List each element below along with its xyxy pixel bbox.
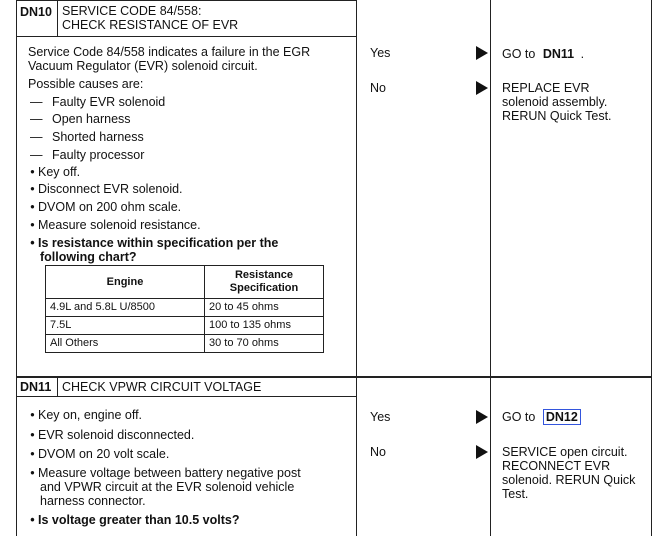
- dn11-code: DN11: [20, 380, 52, 394]
- column-divider-2: [490, 0, 491, 536]
- step-item: • DVOM on 200 ohm scale.: [27, 200, 181, 215]
- measure-line2: and VPWR circuit at the EVR solenoid vehicle: [40, 480, 295, 494]
- dn10-no-action-line3: RERUN Quick Test.: [502, 109, 612, 123]
- dn10-question-line1: • Is resistance within specification per the: [27, 236, 278, 251]
- engine-cell: 7.5L: [46, 317, 205, 335]
- measure-line3: harness connector.: [40, 494, 146, 508]
- section-divider: [16, 376, 651, 378]
- dn10-code: DN10: [20, 5, 52, 19]
- dn11-title: CHECK VPWR CIRCUIT VOLTAGE: [62, 380, 262, 394]
- dn10-title-line1: SERVICE CODE 84/558:: [62, 4, 202, 18]
- dn11-no-action-line2: RECONNECT EVR: [502, 459, 611, 473]
- dn12-link[interactable]: DN12: [543, 409, 581, 425]
- dn11-no-label: No: [370, 445, 386, 459]
- dn11-yes-action: GO to DN12: [502, 410, 581, 425]
- column-divider-1: [356, 0, 357, 536]
- dn11-no-action-line4: Test.: [502, 487, 529, 501]
- arrow-right-icon: [476, 445, 488, 459]
- engine-cell: All Others: [46, 335, 205, 353]
- outer-left-border: [16, 0, 17, 536]
- dn10-yes-action: GO to DN11 .: [502, 47, 585, 61]
- dn11-no-action-line3: solenoid. RERUN Quick: [502, 473, 636, 487]
- dn10-yes-label: Yes: [370, 46, 391, 60]
- dn11-link[interactable]: DN11: [542, 47, 575, 61]
- spec-cell: 20 to 45 ohms: [205, 299, 324, 317]
- dn10-code-divider: [57, 0, 58, 36]
- arrow-right-icon: [476, 410, 488, 424]
- column-header-engine: Engine: [46, 266, 205, 299]
- dn11-code-divider: [57, 377, 58, 396]
- arrow-right-icon: [476, 46, 488, 60]
- cause-item: — Open harness: [30, 112, 131, 126]
- bullet-icon: •: [30, 466, 35, 480]
- step-item: • Disconnect EVR solenoid.: [27, 182, 183, 197]
- step-item: • Key on, engine off.: [27, 408, 142, 423]
- dn11-no-action-line1: SERVICE open circuit.: [502, 445, 628, 459]
- step-item: • Key off.: [27, 165, 80, 180]
- dn10-question-line2: following chart?: [40, 250, 137, 264]
- bullet-icon: •: [30, 182, 35, 196]
- dn10-causes-heading: Possible causes are:: [28, 77, 144, 91]
- column-header-resistance: Resistance Specification: [205, 266, 324, 299]
- bullet-icon: •: [30, 236, 35, 250]
- step-item: • Measure solenoid resistance.: [27, 218, 201, 233]
- table-header-row: [46, 266, 324, 299]
- dash-icon: —: [30, 130, 43, 144]
- cause-item: — Faulty EVR solenoid: [30, 95, 166, 109]
- dn10-header-underline: [16, 36, 356, 37]
- table-row: [46, 335, 324, 353]
- dn10-no-action-line2: solenoid assembly.: [502, 95, 608, 109]
- bullet-icon: •: [30, 218, 35, 232]
- table-row: [46, 317, 324, 335]
- dn10-description-line1: Service Code 84/558 indicates a failure in the EGR: [28, 45, 311, 59]
- step-item: • Measure voltage between battery negative post: [27, 466, 301, 481]
- bullet-icon: •: [30, 165, 35, 179]
- table-row: [46, 299, 324, 317]
- bullet-icon: •: [30, 428, 35, 442]
- engine-cell: 4.9L and 5.8L U/8500: [46, 299, 205, 317]
- cause-item: — Faulty processor: [30, 148, 145, 162]
- dn10-no-label: No: [370, 81, 386, 95]
- bullet-icon: •: [30, 408, 35, 422]
- bullet-icon: •: [30, 200, 35, 214]
- dn10-description-line2: Vacuum Regulator (EVR) solenoid circuit.: [28, 59, 258, 73]
- top-border: [16, 0, 356, 1]
- dash-icon: —: [30, 95, 43, 109]
- spec-cell: 30 to 70 ohms: [205, 335, 324, 353]
- dash-icon: —: [30, 112, 43, 126]
- dn11-header-underline: [16, 396, 356, 397]
- dn11-yes-label: Yes: [370, 410, 391, 424]
- outer-right-border: [651, 0, 652, 536]
- step-item: • EVR solenoid disconnected.: [27, 428, 194, 443]
- dn11-question: • Is voltage greater than 10.5 volts?: [27, 513, 239, 528]
- cause-item: — Shorted harness: [30, 130, 144, 144]
- dn10-no-action-line1: REPLACE EVR: [502, 81, 590, 95]
- bullet-icon: •: [30, 447, 35, 461]
- resistance-spec-table: [45, 265, 324, 353]
- dash-icon: —: [30, 148, 43, 162]
- bullet-icon: •: [30, 513, 35, 527]
- arrow-right-icon: [476, 81, 488, 95]
- dn10-title-line2: CHECK RESISTANCE OF EVR: [62, 18, 239, 32]
- spec-cell: 100 to 135 ohms: [205, 317, 324, 335]
- step-item: • DVOM on 20 volt scale.: [27, 447, 169, 462]
